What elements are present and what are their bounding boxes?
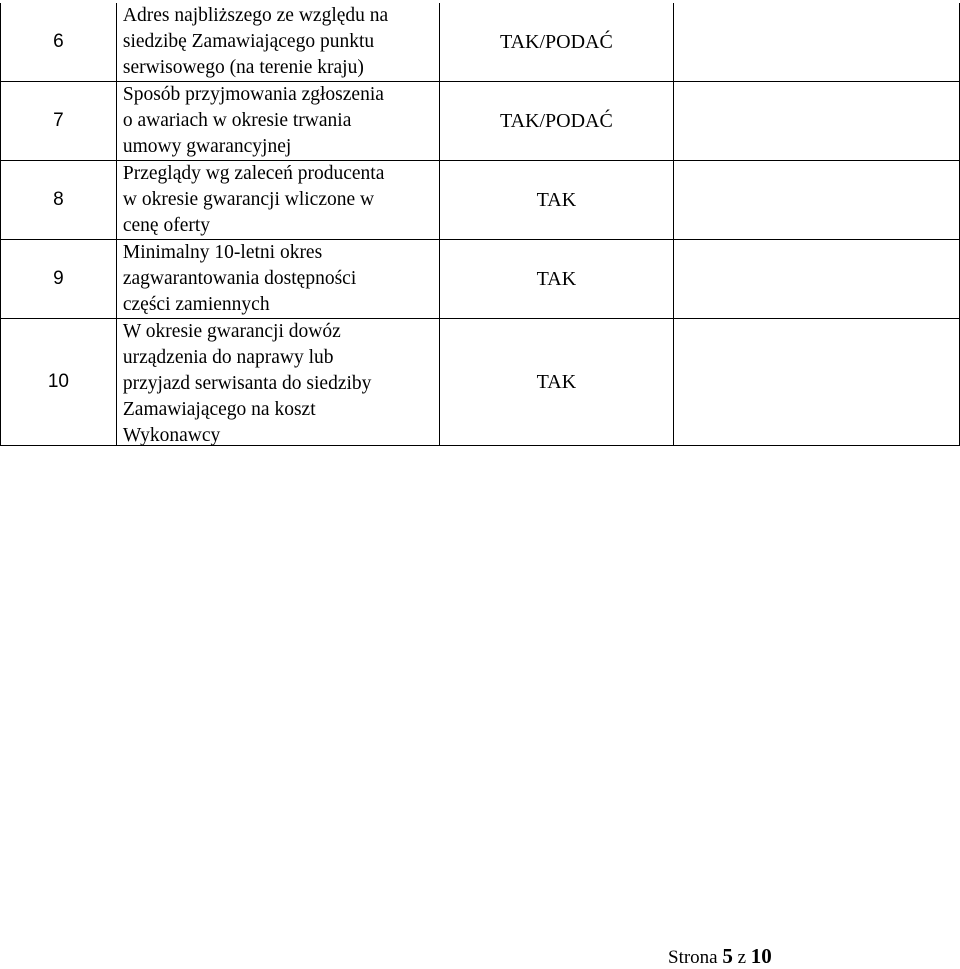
- row-description: Przeglądy wg zaleceń producenta w okresie gwarancji wliczone w cenę oferty: [117, 161, 440, 239]
- table-row: [0, 160, 960, 239]
- total-pages: 10: [750, 944, 772, 968]
- row-description: Sposób przyjmowania zgłoszenia o awariach w okresie trwania umowy gwarancyjnej: [117, 82, 440, 160]
- row-requirement: TAK: [440, 319, 675, 445]
- row-description: Minimalny 10-letni okres zagwarantowania dostępności części zamiennych: [117, 240, 440, 318]
- row-number: 9: [1, 240, 117, 318]
- row-requirement: TAK: [440, 161, 675, 239]
- row-answer-cell: [674, 319, 960, 445]
- row-requirement: TAK: [440, 240, 675, 318]
- current-page: 5: [722, 944, 733, 968]
- row-answer-cell: [674, 3, 960, 81]
- table-row: [0, 239, 960, 318]
- table-row: [0, 3, 960, 81]
- row-description: Adres najbliższego ze względu na siedzibę Zamawiającego punktu serwisowego (na terenie kraju): [117, 3, 440, 81]
- table-row: [0, 81, 960, 160]
- footer-separator: z: [737, 947, 747, 968]
- row-number: 6: [1, 3, 117, 81]
- table-row: [0, 318, 960, 446]
- row-answer-cell: [674, 240, 960, 318]
- footer-prefix: Strona: [668, 947, 718, 968]
- row-requirement: TAK/PODAĆ: [440, 3, 675, 81]
- row-description: W okresie gwarancji dowóz urządzenia do naprawy lub przyjazd serwisanta do siedziby Zamawiającego na koszt Wykonawcy: [117, 319, 440, 445]
- row-number: 7: [1, 82, 117, 160]
- row-number: 8: [1, 161, 117, 239]
- row-answer-cell: [674, 82, 960, 160]
- specification-table: [0, 3, 960, 446]
- row-requirement: TAK/PODAĆ: [440, 82, 675, 160]
- page-number-footer: [668, 944, 772, 969]
- row-answer-cell: [674, 161, 960, 239]
- row-number: 10: [1, 319, 117, 445]
